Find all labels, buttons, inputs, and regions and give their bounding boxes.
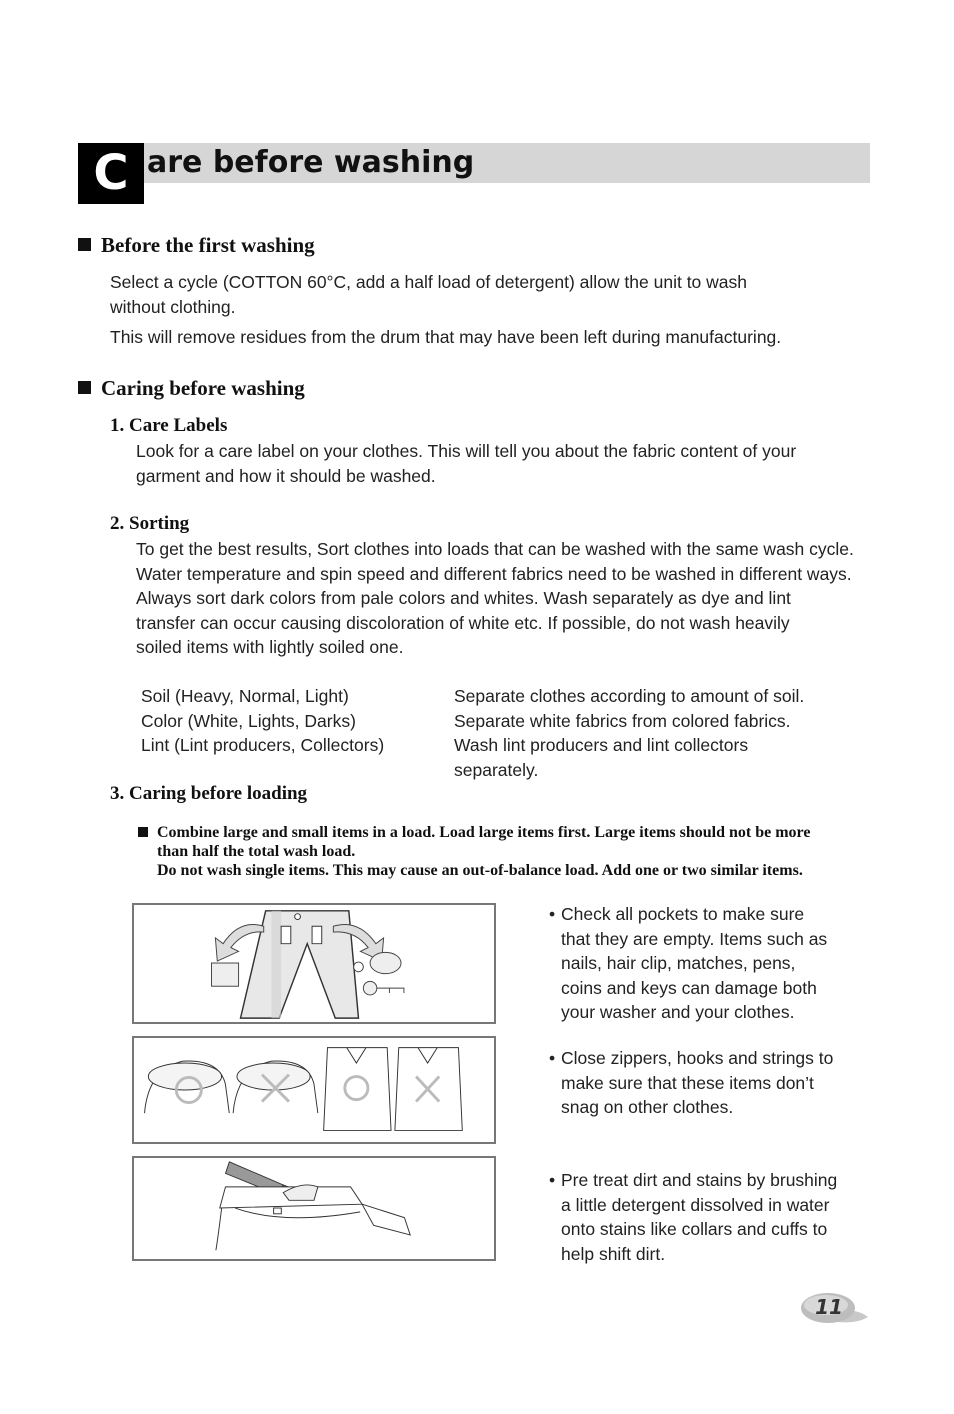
sorting-category: Lint (Lint producers, Collectors) bbox=[141, 735, 385, 755]
title-initial-cap: C bbox=[78, 143, 144, 204]
section-heading-text: Before the first washing bbox=[101, 233, 315, 257]
pockets-illustration bbox=[132, 903, 496, 1024]
text-line: transfer can occur causing discoloration of white etc. If possible, do not wash heavily bbox=[136, 612, 790, 633]
page-number: 11 bbox=[815, 1295, 843, 1319]
caring-before-loading-heading: 3. Caring before loading bbox=[110, 783, 308, 804]
square-bullet-icon bbox=[78, 381, 91, 394]
page-title: are before washing bbox=[147, 145, 475, 180]
text-line: without clothing. bbox=[110, 296, 236, 317]
bullet-dot-icon: • bbox=[549, 1170, 556, 1190]
sorting-instructions bbox=[454, 684, 804, 782]
text-line: To get the best results, Sort clothes into loads that can be washed with the same wash cycle. bbox=[136, 539, 854, 559]
section-heading-text: Caring before washing bbox=[101, 376, 305, 400]
tip-line: snag on other clothes. bbox=[561, 1097, 734, 1117]
page-number-badge bbox=[800, 1291, 870, 1327]
text-line: Look for a care label on your clothes. This will tell you about the fabric content of your bbox=[136, 441, 797, 461]
square-bullet-icon bbox=[78, 238, 91, 251]
text-line: garment and how it should be washed. bbox=[136, 465, 436, 486]
trousers-pockets-icon bbox=[134, 905, 494, 1022]
tip-line: help shift dirt. bbox=[561, 1243, 666, 1264]
tip-line: that they are empty. Items such as bbox=[561, 928, 828, 949]
tip-pretreat-stains bbox=[549, 1168, 869, 1266]
zippers-illustration bbox=[132, 1036, 496, 1144]
text-line: This will remove residues from the drum that may have been left during manufacturing. bbox=[110, 327, 782, 347]
sorting-category: Soil (Heavy, Normal, Light) bbox=[141, 686, 349, 706]
text-line: Always sort dark colors from pale colors and whites. Wash separately as dye and lint bbox=[136, 588, 791, 608]
sorting-instruction: Separate clothes according to amount of soil. bbox=[454, 686, 805, 706]
tip-line: Pre treat dirt and stains by brushing bbox=[561, 1170, 838, 1190]
brush-detergent-icon bbox=[134, 1158, 494, 1259]
tip-line: your washer and your clothes. bbox=[561, 1002, 795, 1022]
care-labels-text bbox=[136, 439, 916, 488]
section-heading-caring bbox=[78, 376, 305, 401]
bullet-dot-icon: • bbox=[549, 904, 556, 924]
first-washing-text bbox=[110, 270, 910, 350]
tip-line: Close zippers, hooks and strings to bbox=[561, 1048, 834, 1068]
sorting-category: Color (White, Lights, Darks) bbox=[141, 710, 356, 731]
pretreat-illustration bbox=[132, 1156, 496, 1261]
sorting-categories bbox=[141, 684, 384, 758]
tip-line: a little detergent dissolved in water bbox=[561, 1194, 830, 1215]
section-heading-first-washing bbox=[78, 233, 315, 258]
tip-line: coins and keys can damage both bbox=[561, 977, 817, 998]
loading-note bbox=[138, 823, 878, 880]
care-labels-heading: 1. Care Labels bbox=[110, 415, 228, 436]
sorting-instruction: Wash lint producers and lint collectors bbox=[454, 735, 749, 755]
text-line: Water temperature and spin speed and different fabrics need to be washed in different ways. bbox=[136, 563, 852, 584]
tip-close-zippers bbox=[549, 1046, 869, 1120]
sorting-instruction: separately. bbox=[454, 759, 539, 780]
sorting-instruction: Separate white fabrics from colored fabrics. bbox=[454, 710, 791, 731]
text-line: Select a cycle (COTTON 60°C, add a half load of detergent) allow the unit to wash bbox=[110, 272, 747, 292]
note-line: Do not wash single items. This may cause an out-of-balance load. Add one or two similar items. bbox=[157, 862, 803, 879]
note-line: than half the total wash load. bbox=[157, 843, 356, 860]
square-bullet-icon bbox=[138, 827, 148, 837]
tip-check-pockets bbox=[549, 902, 869, 1025]
bullet-dot-icon: • bbox=[549, 1048, 556, 1068]
tip-line: Check all pockets to make sure bbox=[561, 904, 805, 924]
sorting-text bbox=[136, 537, 926, 660]
note-line: Combine large and small items in a load. Load large items first. Large items should not be more bbox=[157, 824, 811, 841]
sorting-heading: 2. Sorting bbox=[110, 513, 190, 534]
tip-line: nails, hair clip, matches, pens, bbox=[561, 953, 796, 973]
text-line: soiled items with lightly soiled one. bbox=[136, 637, 404, 657]
tip-line: onto stains like collars and cuffs to bbox=[561, 1219, 828, 1239]
zippers-hooks-icon bbox=[134, 1038, 494, 1142]
tip-line: make sure that these items don’t bbox=[561, 1072, 814, 1093]
